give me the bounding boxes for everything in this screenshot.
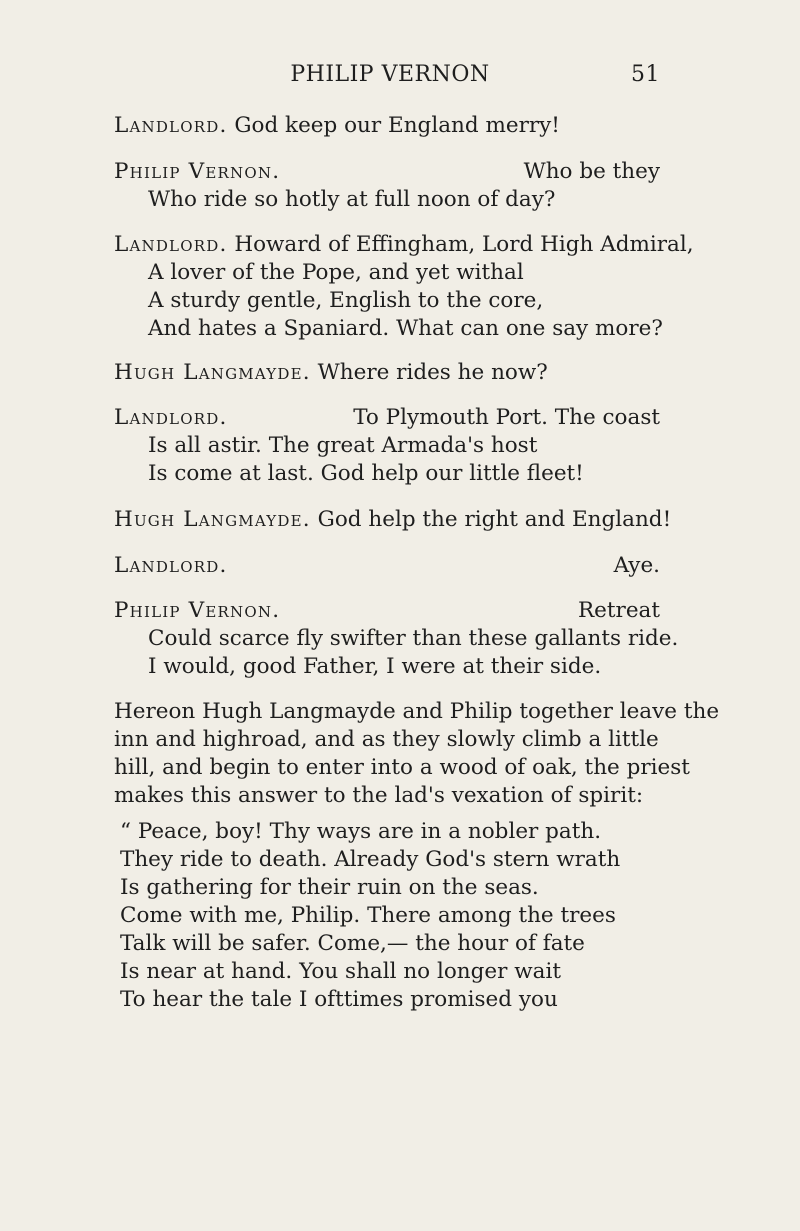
speaker-name: Landlord. bbox=[114, 405, 228, 430]
prose-line: hill, and begin to enter into a wood of oak, the priest bbox=[114, 755, 690, 780]
verse-line: A sturdy gentle, English to the core, bbox=[148, 288, 544, 313]
verse-line: A lover of the Pope, and yet withal bbox=[148, 260, 524, 285]
page-number: 51 bbox=[631, 62, 660, 87]
speech-line bbox=[114, 505, 800, 535]
quote-line: They ride to death. Already God's stern wrath bbox=[120, 847, 621, 872]
speaker-name: Philip Vernon. bbox=[114, 598, 281, 623]
speaker-name: Hugh Langmayde. bbox=[114, 360, 311, 385]
speech-line bbox=[114, 358, 800, 388]
speaker-name: Landlord. bbox=[114, 553, 228, 578]
speech-line bbox=[114, 596, 660, 626]
speech-line bbox=[114, 230, 800, 260]
speech-line bbox=[114, 111, 800, 141]
quote-line: Come with me, Philip. There among the trees bbox=[120, 903, 616, 928]
speech-text: Howard of Effingham, Lord High Admiral, bbox=[234, 232, 694, 257]
speaker-name: Landlord. bbox=[114, 113, 228, 138]
prose-text: Hereon Hugh Langmayde and Philip together leave the bbox=[114, 699, 720, 724]
running-header bbox=[120, 62, 660, 96]
speech-line bbox=[114, 403, 660, 433]
quote-line: Is near at hand. You shall no longer wait bbox=[120, 959, 561, 984]
verse-line: Is all astir. The great Armada's host bbox=[148, 433, 538, 458]
speech-line bbox=[114, 157, 660, 187]
speech-line bbox=[114, 551, 660, 581]
verse-line: And hates a Spaniard. What can one say more? bbox=[148, 316, 663, 341]
speaker-name: Hugh Langmayde. bbox=[114, 507, 311, 532]
verse-line: Could scarce fly swifter than these gallants ride. bbox=[148, 626, 679, 651]
prose-line: makes this answer to the lad's vexation of spirit: bbox=[114, 783, 644, 808]
speech-text: Retreat bbox=[577, 598, 660, 623]
quote-line: To hear the tale I ofttimes promised you bbox=[120, 987, 558, 1012]
quote-line: “ Peace, boy! Thy ways are in a nobler path. bbox=[120, 819, 602, 844]
prose-line: inn and highroad, and as they slowly climb a little bbox=[114, 727, 659, 752]
speech-text: God help the right and England! bbox=[317, 507, 672, 532]
prose-line bbox=[114, 697, 720, 727]
speech-text: Who be they bbox=[523, 159, 660, 184]
speaker-name: Philip Vernon. bbox=[114, 159, 281, 184]
speech-text: Aye. bbox=[613, 553, 660, 578]
verse-line: Who ride so hotly at full noon of day? bbox=[148, 187, 556, 212]
speech-text: To Plymouth Port. The coast bbox=[353, 405, 660, 430]
speech-text: Where rides he now? bbox=[317, 360, 548, 385]
quote-line: Is gathering for their ruin on the seas. bbox=[120, 875, 539, 900]
speaker-name: Landlord. bbox=[114, 232, 228, 257]
quote-line: Talk will be safer. Come,— the hour of fate bbox=[120, 931, 585, 956]
verse-line: Is come at last. God help our little fleet! bbox=[148, 461, 584, 486]
verse-line: I would, good Father, I were at their side. bbox=[148, 654, 602, 679]
speech-text: God keep our England merry! bbox=[234, 113, 560, 138]
running-title: PHILIP VERNON bbox=[290, 62, 490, 87]
